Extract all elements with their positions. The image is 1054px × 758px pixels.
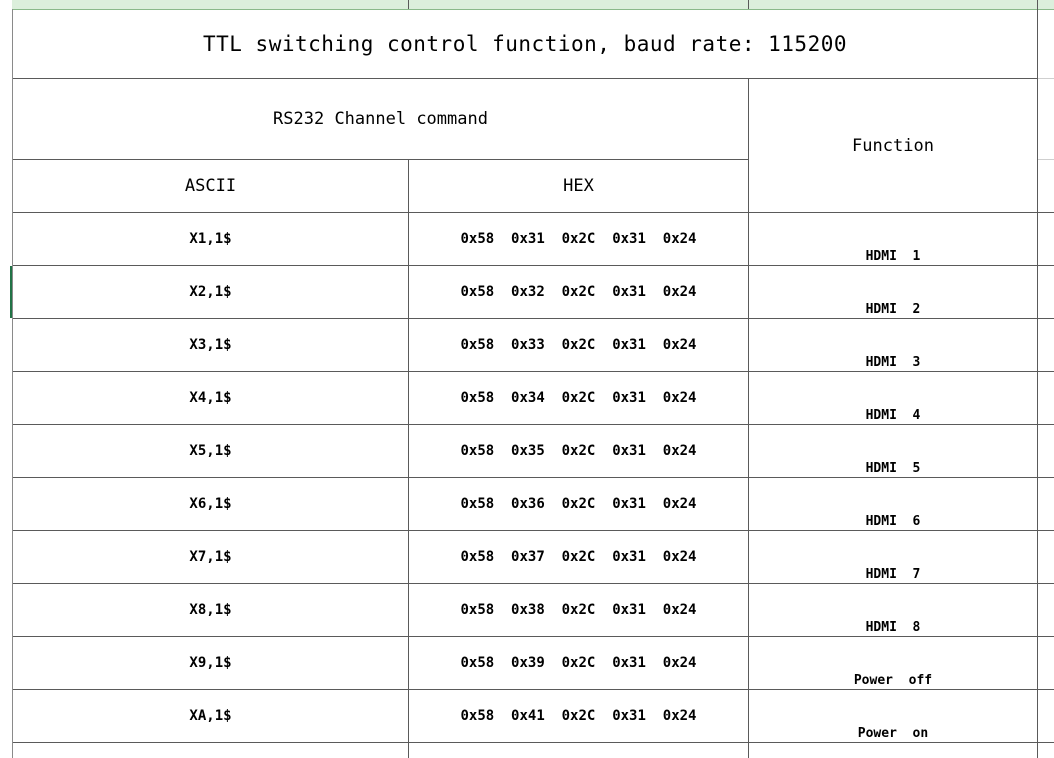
- grid-line: [12, 742, 1054, 743]
- function-cell[interactable]: HDMI 7: [865, 567, 921, 582]
- function-cell[interactable]: HDMI 5: [865, 461, 921, 476]
- hex-cell[interactable]: 0x58 0x32 0x2C 0x31 0x24: [460, 284, 697, 300]
- ascii-cell[interactable]: X6,1$: [189, 496, 232, 512]
- function-cell[interactable]: Power off: [853, 673, 933, 688]
- grid-line: [1037, 9, 1038, 758]
- function-header[interactable]: Function: [852, 135, 934, 156]
- ascii-cell[interactable]: X1,1$: [189, 231, 232, 247]
- col-divider: [748, 0, 749, 9]
- hex-cell[interactable]: 0x58 0x38 0x2C 0x31 0x24: [460, 602, 697, 618]
- grid-line: [1037, 78, 1054, 79]
- col-divider: [408, 0, 409, 9]
- function-cell[interactable]: HDMI 6: [865, 514, 921, 529]
- hex-cell[interactable]: 0x58 0x41 0x2C 0x31 0x24: [460, 708, 697, 724]
- hex-header[interactable]: HEX: [563, 176, 594, 196]
- ascii-cell[interactable]: X2,1$: [189, 284, 232, 300]
- rs232-channel-command-header[interactable]: RS232 Channel command: [273, 109, 488, 129]
- ascii-cell[interactable]: XA,1$: [189, 708, 232, 724]
- hex-cell[interactable]: 0x58 0x39 0x2C 0x31 0x24: [460, 655, 697, 671]
- table-title[interactable]: TTL switching control function, baud rate: 115200: [202, 32, 847, 56]
- hex-cell[interactable]: 0x58 0x35 0x2C 0x31 0x24: [460, 443, 697, 459]
- ascii-cell[interactable]: X4,1$: [189, 390, 232, 406]
- selection-indicator: [10, 266, 12, 318]
- ascii-header[interactable]: ASCII: [184, 176, 237, 196]
- function-cell[interactable]: HDMI 3: [865, 355, 921, 370]
- hex-cell[interactable]: 0x58 0x34 0x2C 0x31 0x24: [460, 390, 697, 406]
- hex-cell[interactable]: 0x58 0x37 0x2C 0x31 0x24: [460, 549, 697, 565]
- grid-line: [1037, 159, 1054, 160]
- ascii-cell[interactable]: X5,1$: [189, 443, 232, 459]
- ascii-cell[interactable]: X7,1$: [189, 549, 232, 565]
- hex-cell[interactable]: 0x58 0x31 0x2C 0x31 0x24: [460, 231, 697, 247]
- ascii-cell[interactable]: X8,1$: [189, 602, 232, 618]
- hex-cell[interactable]: 0x58 0x33 0x2C 0x31 0x24: [460, 337, 697, 353]
- column-header-strip: [12, 0, 1054, 10]
- ascii-cell[interactable]: X3,1$: [189, 337, 232, 353]
- function-cell[interactable]: HDMI 8: [865, 620, 921, 635]
- function-cell[interactable]: Power on: [857, 726, 929, 741]
- function-cell[interactable]: HDMI 2: [865, 302, 921, 317]
- function-cell[interactable]: HDMI 4: [865, 408, 921, 423]
- col-divider: [1037, 0, 1038, 9]
- ascii-cell[interactable]: X9,1$: [189, 655, 232, 671]
- function-cell[interactable]: HDMI 1: [865, 249, 921, 264]
- hex-cell[interactable]: 0x58 0x36 0x2C 0x31 0x24: [460, 496, 697, 512]
